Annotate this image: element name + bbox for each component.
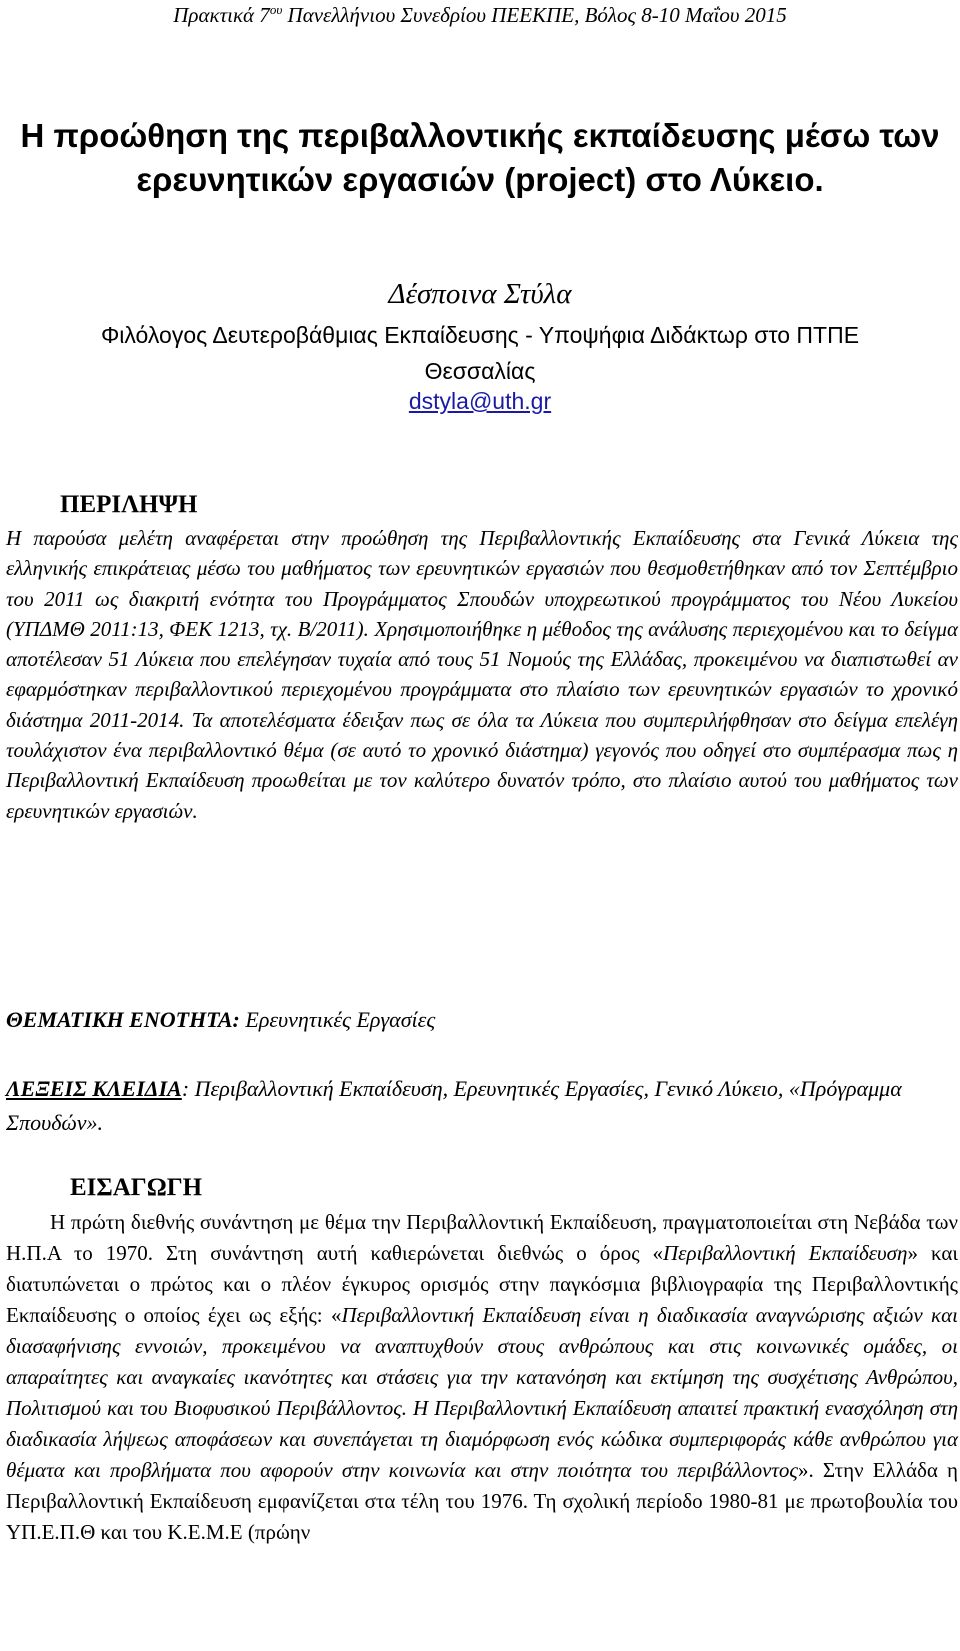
intro-text-part-5: ». Στην Ελλάδα η Περιβαλλοντική Εκπαίδευση εμφανίζεται στα τέλη του 1976. Τη σχολική περίοδο 1980-81 με πρωτοβουλία του ΥΠ.Ε.Π.Θ και του Κ.Ε.Μ.Ε (πρώην — [6, 1458, 958, 1544]
author-name: Δέσποινα Στύλα — [388, 278, 572, 310]
abstract-heading: ΠΕΡΙΛΗΨΗ — [60, 491, 198, 518]
thematic-label: ΘΕΜΑΤΙΚΗ ΕΝΟΤΗΤΑ: — [6, 1007, 240, 1032]
running-header-suffix: Πανελλήνιου Συνεδρίου ΠΕΕΚΠΕ, Βόλος 8-10 Μαΐου 2015 — [282, 3, 787, 27]
author-affiliation — [50, 317, 910, 389]
intro-text-part-3: » και διατυπώνεται ο πρώτος και ο πλέον έγκυρος ορισμός στην παγκόσμια βιβλιογραφία της Περιβαλλοντικής Εκπαίδευσης ο οποίος έχει ως εξής: « — [6, 1241, 959, 1327]
abstract-text: Η παρούσα μελέτη αναφέρεται στην προώθηση της Περιβαλλοντικής Εκπαίδευσης στα Γενικά Λύκεια της ελληνικής επικράτειας μέσω του μαθήματος των ερευνητικών εργασιών που θεσμοθετήθηκαν από τον Σεπτέμβριο του 2011 ως διακριτή ενότητα του Προγράμματος Σπουδών υποχρεωτικού προγράμματος του Νέου Λυκείου (ΥΠΔΜΘ 2011:13, ΦΕΚ 1213, τχ. Β/2011). Χρησιμοποιήθηκε η μέθοδος της ανάλυσης περιεχομένου και το δείγμα αποτέλεσαν 51 Λύκεια που επελέγησαν τυχαία από τους 51 Νομούς της Ελλάδας, προκειμένου να διαπιστωθεί αν εφαρμόστηκαν περιβαλλοντικού περιεχομένου προγράμματα στο πλαίσιο των ερευνητικών εργασιών το χρονικό διάστημα 2011-2014. Τα αποτελέσματα έδειξαν πως σε όλα τα Λύκεια που συμπεριλήφθησαν στο δείγμα επελέγη τουλάχιστον ένα περιβαλλοντικό θέμα (σε αυτό το χρονικό διάστημα) γεγονός που οδηγεί στο συμπέρασμα πως η Περιβαλλοντική Εκπαίδευση προωθείται με τον καλύτερο δυνατόν τρόπο, στο πλαίσιο αυτού του μαθήματος των ερευνητικών εργασιών. — [6, 526, 958, 823]
running-header-superscript: ου — [269, 2, 283, 17]
introduction-heading: ΕΙΣΑΓΩΓΗ — [70, 1174, 203, 1201]
introduction-text — [6, 1207, 958, 1548]
thematic-section — [6, 1005, 958, 1035]
intro-text-part-2: Περιβαλλοντική Εκπαίδευση — [663, 1241, 908, 1265]
affiliation-line-2: Θεσσαλίας — [424, 358, 536, 384]
keywords-value: : Περιβαλλοντική Εκπαίδευση, Ερευνητικές Εργασίες, Γενικό Λύκειο, «Πρόγραμμα Σπουδών». — [6, 1076, 902, 1135]
keywords-label: ΛΕΞΕΙΣ ΚΛΕΙΔΙΑ — [6, 1076, 182, 1101]
intro-text-part-1: Η πρώτη διεθνής συνάντηση με θέμα την Περιβαλλοντική Εκπαίδευση, πραγματοποιείται στη Νεβάδα των Η.Π.Α το 1970. Στη συνάντηση αυτή καθιερώνεται διεθνώς ο όρος « — [6, 1210, 958, 1265]
running-header — [0, 2, 960, 28]
paper-title — [0, 114, 960, 202]
running-header-prefix: Πρακτικά 7 — [173, 3, 270, 27]
title-line-2: ερευνητικών εργασιών (project) στο Λύκειο. — [136, 161, 824, 198]
author-email — [0, 386, 960, 416]
keywords-section — [6, 1072, 958, 1140]
intro-definition-quote: Περιβαλλοντική Εκπαίδευση είναι η διαδικασία αναγνώρισης αξιών και διασαφήνισης εννοιών, προκειμένου να αναπτυχθούν στους ανθρώπους και στις κοινωνικές ομάδες, οι απαραίτητες και αναγκαίες ικανότητες και στάσεις για την κατανόηση και εκτίμηση της συσχέτισης Ανθρώπου, Πολιτισμού και του Βιοφυσικού Περιβάλλοντος. Η Περιβαλλοντική Εκπαίδευση απαιτεί πρακτική ενασχόληση στη διαδικασία λήψεως αποφάσεων και συνεπάγεται τη διαμόρφωση ενός κώδικα συμπεριφοράς κάθε ανθρώπου για θέματα και προβλήματα που αφορούν στην κοινωνία και στην ποιότητα του περιβάλλοντος — [6, 1303, 958, 1482]
email-link[interactable]: dstyla@uth.gr — [408, 388, 552, 414]
thematic-value: Ερευνητικές Εργασίες — [239, 1007, 436, 1032]
title-line-1: Η προώθηση της περιβαλλοντικής εκπαίδευσης μέσω των — [20, 117, 940, 154]
affiliation-line-1: Φιλόλογος Δευτεροβάθμιας Εκπαίδευσης - Υποψήφια Διδάκτωρ στο ΠΤΠΕ — [100, 322, 860, 348]
